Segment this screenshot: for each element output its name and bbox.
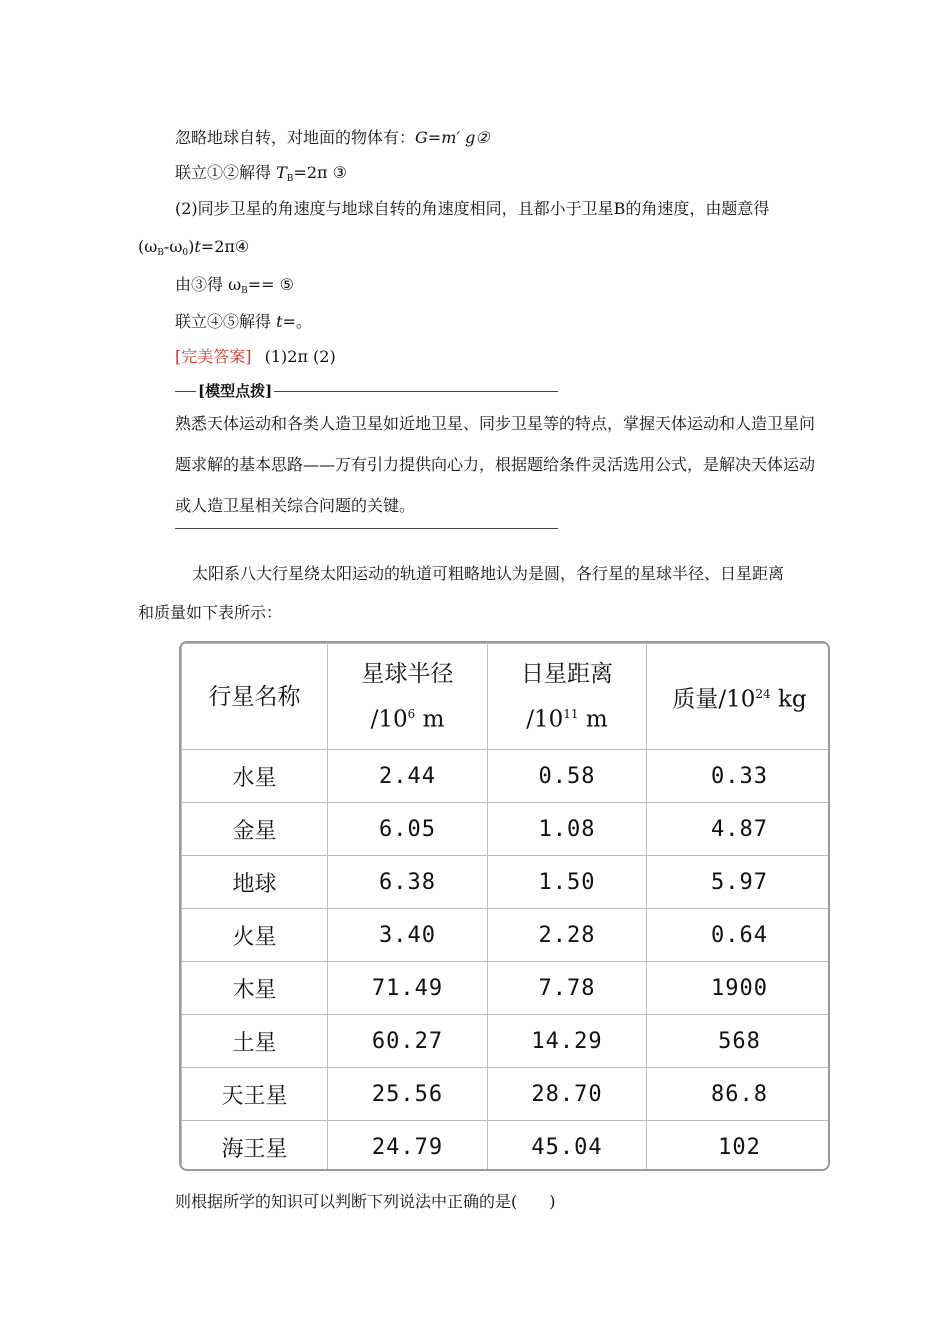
cell-radius: 25.56 [328,1068,488,1121]
solution-line-6 [175,312,312,332]
cell-name: 火星 [182,909,328,962]
table-row [182,856,831,909]
period-subscript: B [286,174,294,184]
time-symbol-2: t [276,312,283,331]
question-intro-line-2: 和质量如下表所示： [138,603,283,622]
omega-0-subscript: 0 [182,248,189,258]
header-radius-label: 星球半径 [361,660,454,687]
mass-exp: 24 [755,686,771,701]
distance-unit-pre: /10 [526,706,564,733]
period-symbol: T [276,163,287,182]
cell-radius: 3.40 [328,909,488,962]
cell-name: 金星 [182,803,328,856]
solution-line-4 [138,237,249,263]
equation-5: == ⑤ [247,275,295,294]
paren-close: ) [188,237,195,256]
solution-line-2 [175,163,347,189]
cell-name: 水星 [182,750,328,803]
header-radius [328,644,488,750]
cell-mass: 86.8 [647,1068,831,1121]
cell-mass: 568 [647,1015,831,1068]
distance-unit-exp: 11 [563,706,579,721]
cell-distance: 1.50 [488,856,647,909]
cell-distance: 28.70 [488,1068,647,1121]
cell-name: 土星 [182,1015,328,1068]
omega-0: -ω [163,237,183,256]
equation-4: =2π④ [200,237,250,256]
solution-line-6-text: 联立④⑤解得 [175,312,272,331]
model-tip-text: 熟悉天体运动和各类人造卫星如近地卫星、同步卫星等的特点，掌握天体运动和人造卫星问题求解的基本思路——万有引力提供向心力，根据题给条件灵活选用公式，是解决天体运动或人造卫星相关综合问题的关键。 [175,414,816,515]
cell-radius: 71.49 [328,962,488,1015]
formula-G: G [415,128,428,147]
answer-text: (1)2π (2) [264,347,336,366]
header-distance-label: 日星距离 [521,660,613,687]
radius-unit-pre: /10 [370,706,408,733]
distance-unit-post: m [578,706,608,733]
answer-line [175,347,336,367]
radius-unit-exp: 6 [407,706,416,721]
cell-radius: 6.05 [328,803,488,856]
cell-mass: 0.64 [647,909,831,962]
period-formula: =2π ③ [293,163,347,182]
header-radius-unit [329,694,486,740]
cell-name: 天王星 [182,1068,328,1121]
cell-distance: 1.08 [488,803,647,856]
time-symbol: t [194,237,201,256]
solution-line-3: (2)同步卫星的角速度与地球自转的角速度相同，且都小于卫星B的角速度，由题意得 [175,199,770,218]
table-row [182,909,831,962]
solution-line-1-text: 忽略地球自转，对地面的物体有： [175,128,416,147]
solution-line-6-end: =。 [282,312,312,331]
header-distance-unit [489,694,645,740]
question-footer: 则根据所学的知识可以判断下列说法中正确的是( ) [175,1192,556,1211]
solution-line-5-text: 由③得 ω [175,275,242,294]
model-tip-title: [模型点拨] [198,382,273,400]
cell-mass: 102 [647,1121,831,1172]
cell-radius: 6.38 [328,856,488,909]
omega-b: (ω [138,237,158,256]
table-row [182,962,831,1015]
table-row [182,803,831,856]
cell-radius: 2.44 [328,750,488,803]
planet-table [179,641,830,1171]
cell-mass: 1900 [647,962,831,1015]
cell-name: 木星 [182,962,328,1015]
mass-pre: 质量/10 [672,686,756,713]
solution-line-2-text: 联立①②解得 [175,163,272,182]
omega-b-subscript: B [157,248,164,258]
question-intro-line-1: 太阳系八大行星绕太阳运动的轨道可粗略地认为是圆，各行星的星球半径、日星距离 [192,564,785,583]
header-mass [647,644,831,750]
solution-line-5 [175,275,294,301]
formula-equals: = [427,128,442,147]
header-distance [488,644,647,750]
cell-mass: 0.33 [647,750,831,803]
solution-line-1 [175,128,490,148]
formula-mg: m′ g② [441,128,490,147]
cell-radius: 24.79 [328,1121,488,1172]
cell-distance: 45.04 [488,1121,647,1172]
table-row [182,1015,831,1068]
cell-distance: 0.58 [488,750,647,803]
table-row [182,1121,831,1172]
solution-line-5-subscript: B [241,286,248,296]
header-planet-name: 行星名称 [182,644,328,750]
cell-name: 地球 [182,856,328,909]
table-row [182,750,831,803]
cell-distance: 7.78 [488,962,647,1015]
mass-post: kg [770,686,807,713]
cell-distance: 14.29 [488,1015,647,1068]
model-tip-bottom-rule [175,528,558,529]
cell-mass: 4.87 [647,803,831,856]
table-row [182,1068,831,1121]
table-header-row [182,644,831,750]
cell-radius: 60.27 [328,1015,488,1068]
cell-name: 海王星 [182,1121,328,1172]
cell-distance: 2.28 [488,909,647,962]
cell-mass: 5.97 [647,856,831,909]
answer-label: [完美答案] [175,347,252,366]
radius-unit-post: m [415,706,445,733]
